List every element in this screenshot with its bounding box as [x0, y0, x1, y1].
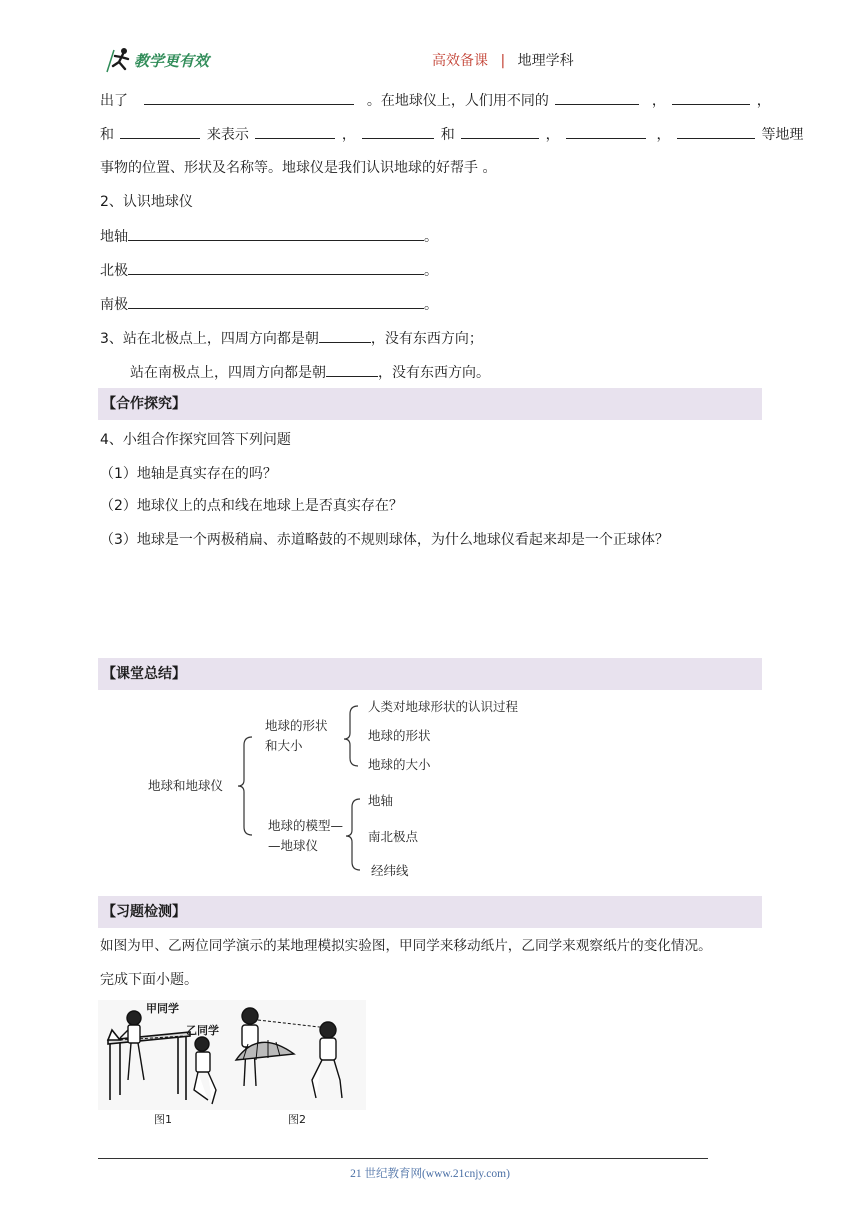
period: 。 — [424, 263, 438, 279]
figure-caption-1: 图1 — [154, 1113, 172, 1126]
blank[interactable] — [677, 124, 755, 139]
south-row — [100, 294, 438, 315]
experiment-illustration — [98, 1000, 366, 1128]
mind-map-branch1-line2: 和大小 — [265, 738, 303, 753]
comma: ， — [341, 127, 356, 143]
section-header-exercise: 【习题检测】 — [98, 896, 762, 928]
line2-suffix: 等地理 — [761, 127, 804, 143]
north-label: 北极 — [100, 263, 128, 279]
footer-text: 21 世纪教育网(www.21cnjy.com) — [350, 1168, 510, 1180]
blank[interactable] — [672, 90, 750, 105]
mind-map-branch2-line2: —地球仪 — [268, 838, 319, 853]
north-row — [100, 260, 438, 281]
exercise-text-2: 完成下面小题。 — [100, 972, 198, 988]
line2-prefix: 和 — [100, 127, 114, 143]
exercise-text-1: 如图为甲、乙两位同学演示的某地理模拟实验图，甲同学来移动纸片，乙同学来观察纸片的变化情况。 — [100, 938, 712, 954]
section-header-summary: 【课堂总结】 — [98, 658, 762, 690]
mind-map-branch2-line1: 地球的模型— — [268, 818, 344, 833]
mind-map-leaf: 地轴 — [368, 793, 394, 808]
q3-b-prefix: 站在南极点上，四周方向都是朝 — [130, 365, 326, 381]
mind-map-leaf: 经纬线 — [371, 863, 409, 878]
blank[interactable] — [362, 124, 434, 139]
text-line-2 — [100, 124, 803, 145]
section-header-coop: 【合作探究】 — [98, 388, 762, 420]
q4-title: 4、小组合作探究回答下列问题 — [100, 432, 291, 448]
blank[interactable] — [144, 90, 354, 105]
text-line-3: 事物的位置、形状及名称等。地球仪是我们认识地球的好帮手 。 — [100, 160, 497, 176]
q3-south — [130, 362, 490, 383]
blank[interactable] — [128, 226, 424, 241]
mind-map-leaf: 人类对地球形状的认识过程 — [368, 699, 519, 714]
blank[interactable] — [128, 294, 424, 309]
runner-logo-icon — [104, 46, 134, 74]
line1-mid: 。在地球仪上，人们用不同的 — [366, 93, 549, 109]
footer-divider — [98, 1158, 708, 1159]
q4-2: （2）地球仪上的点和线在地球上是否真实存在？ — [100, 498, 403, 514]
comma: ， — [651, 93, 666, 109]
header-title: 高效备课 — [432, 53, 488, 69]
line2-mid: 来表示 — [206, 127, 249, 143]
line1-prefix: 出了 — [100, 93, 128, 109]
figure-label-b: 乙同学 — [186, 1024, 219, 1037]
experiment-figure — [98, 1000, 366, 1128]
blank[interactable] — [319, 328, 371, 343]
figure-label-a: 甲同学 — [146, 1002, 179, 1015]
blank[interactable] — [255, 124, 335, 139]
figure-caption-2: 图2 — [288, 1113, 306, 1126]
period: 。 — [424, 229, 438, 245]
mind-map-leaf: 地球的形状 — [368, 728, 431, 743]
mind-map-leaf: 地球的大小 — [368, 757, 431, 772]
blank[interactable] — [120, 124, 200, 139]
comma: ， — [545, 127, 560, 143]
text-line-1 — [100, 90, 771, 111]
header-logo — [104, 46, 224, 74]
q3-a-suffix: ，没有东西方向； — [370, 331, 483, 347]
axis-label: 地轴 — [100, 229, 128, 245]
q3-a-prefix: 3、站在北极点上，四周方向都是朝 — [100, 331, 319, 347]
comma: ， — [656, 127, 671, 143]
logo-text: 教学更有效 — [134, 52, 210, 70]
line2-and: 和 — [440, 127, 455, 143]
q4-1: （1）地轴是真实存在的吗？ — [100, 466, 277, 482]
mind-map-branch1-line1: 地球的形状 — [265, 718, 328, 733]
mind-map-root: 地球和地球仪 — [148, 778, 224, 793]
q2-title: 2、认识地球仪 — [100, 194, 193, 210]
axis-row — [100, 226, 438, 247]
q3-north — [100, 328, 483, 349]
q4-3: （3）地球是一个两极稍扁、赤道略鼓的不规则球体，为什么地球仪看起来却是一个正球体？ — [100, 532, 669, 548]
header-separator: | — [500, 53, 506, 69]
blank[interactable] — [326, 362, 378, 377]
comma: ， — [756, 93, 771, 109]
blank[interactable] — [555, 90, 639, 105]
period: 。 — [424, 297, 438, 313]
blank[interactable] — [128, 260, 424, 275]
south-label: 南极 — [100, 297, 128, 313]
blank[interactable] — [566, 124, 646, 139]
q3-b-suffix: ，没有东西方向。 — [378, 365, 490, 381]
header-title-group — [432, 50, 574, 70]
blank[interactable] — [461, 124, 539, 139]
mind-map-leaf: 南北极点 — [368, 829, 419, 844]
header-subject: 地理学科 — [517, 53, 574, 69]
